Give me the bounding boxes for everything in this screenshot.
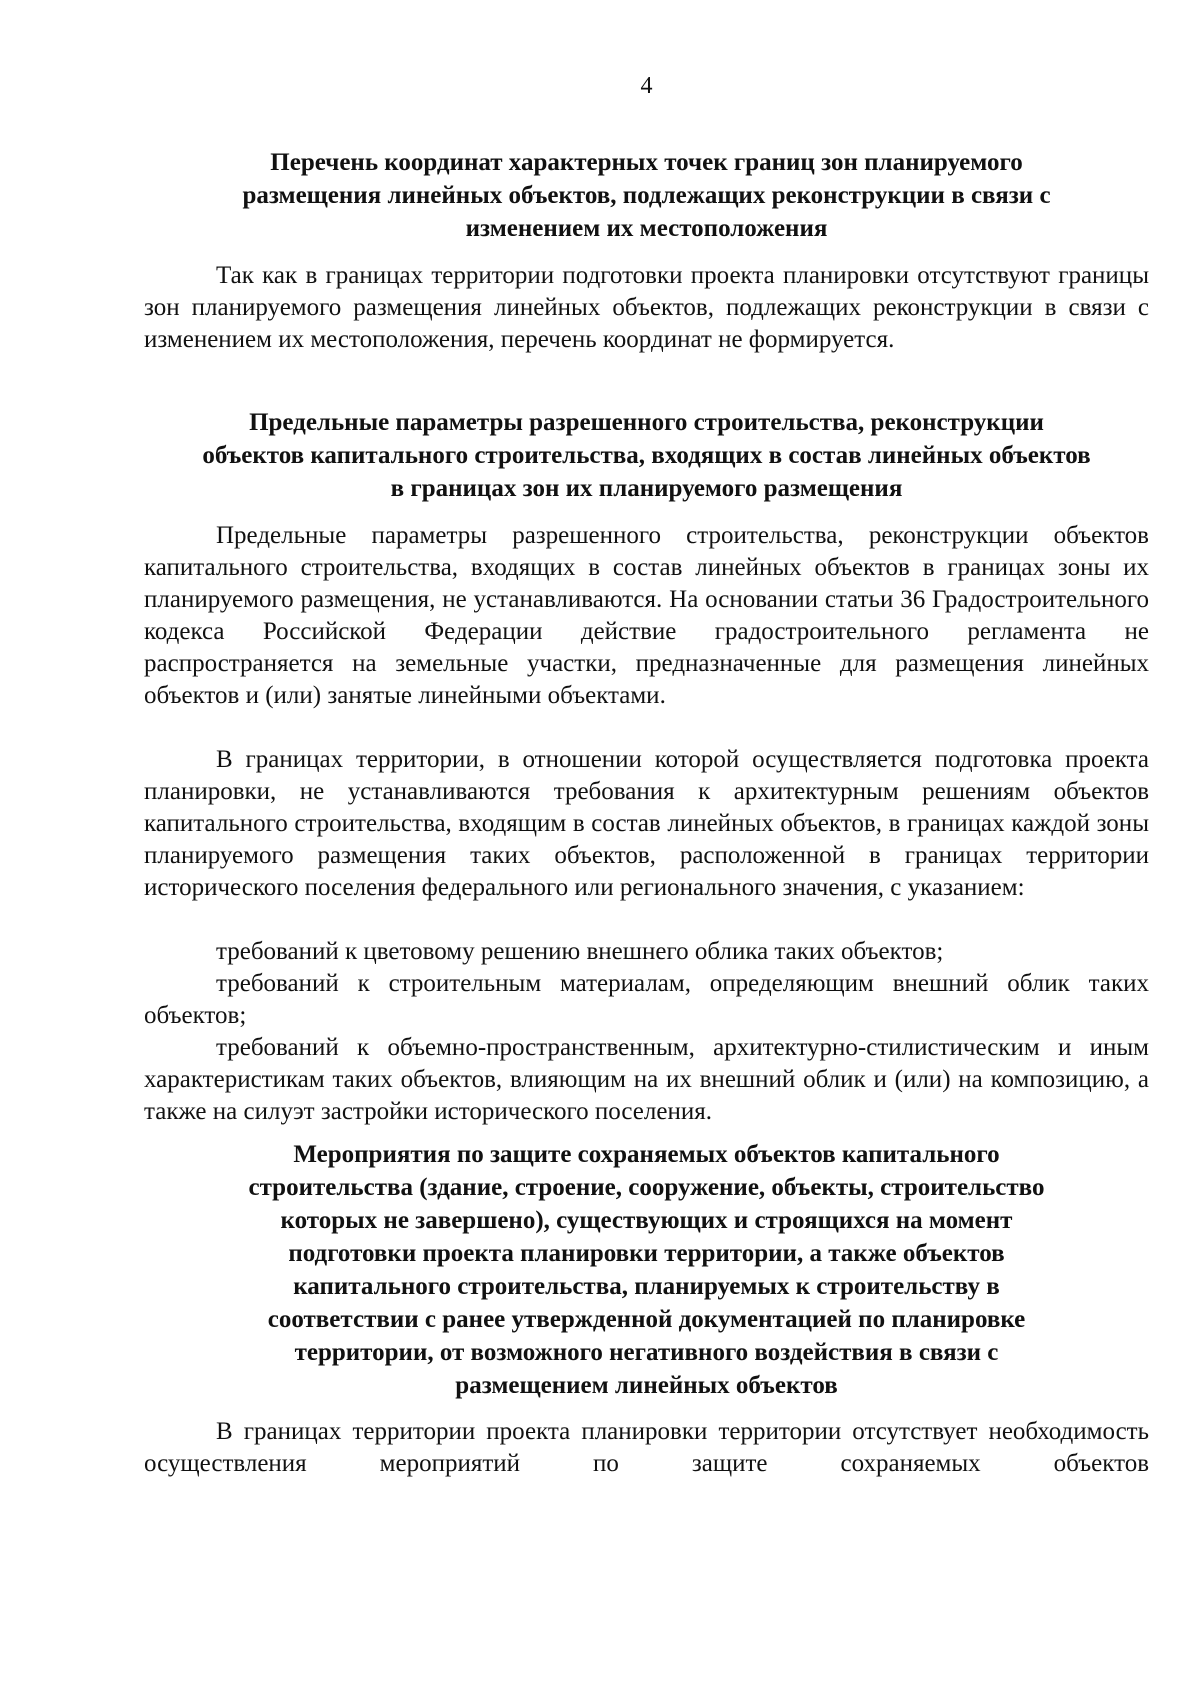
document-page xyxy=(144,0,1149,1697)
section-heading-coordinates: Перечень координат характерных точек границ зон планируемого размещения линейных объектов, подлежащих реконструкции в связи с изменением их местоположения xyxy=(242,149,1051,242)
paragraph-parameters-limits: Предельные параметры разрешенного строительства, реконструкции объектов капитального строительства, входящих в состав линейных объектов в границах зоны их планируемого размещения, не устанавливаются. На основании статьи 36 Градостроительного кодекса Российской Федерации действие градостроительного регламента не распространяется на земельные участки, предназначенные для размещения линейных объектов и (или) занятые линейными объектами. xyxy=(144,522,1149,709)
paragraph-architecture-requirements: В границах территории, в отношении которой осуществляется подготовка проекта планировки, не устанавливаются требования к архитектурным решениям объектов капитального строительства, входящим в состав линейных объектов, в границах каждой зоны планируемого размещения таких объектов, расположенной в границах территории исторического поселения федерального или регионального значения, с указанием: xyxy=(144,746,1149,901)
paragraph-protection: В границах территории проекта планировки территории отсутствует необходимость осуществления мероприятий по защите сохраняемых объектов xyxy=(144,1418,1149,1477)
page-number: 4 xyxy=(640,73,653,99)
paragraph-material-requirements: требований к строительным материалам, определяющим внешний облик таких объектов; xyxy=(144,970,1149,1029)
paragraph-spatial-requirements: требований к объемно-пространственным, архитектурно-стилистическим и иным характеристикам таких объектов, влияющим на их внешний облик и (или) на композицию, а также на силуэт застройки исторического поселения. xyxy=(144,1034,1149,1125)
paragraph-color-requirements: требований к цветовому решению внешнего облика таких объектов; xyxy=(216,938,944,965)
paragraph-coordinates: Так как в границах территории подготовки проекта планировки отсутствуют границы зон планируемого размещения линейных объектов, подлежащих реконструкции в связи с изменением их местоположения, перечень координат не формируется. xyxy=(144,262,1149,353)
section-heading-protection: Мероприятия по защите сохраняемых объектов капитального строительства (здание, строение, сооружение, объекты, строительство которых не завершено), существующих и строящихся на момент подготовки проекта планировки территории, а также объектов капитального строительства, планируемых к строительству в соответствии с ранее утвержденной документацией по планировке территории, от возможного негативного воздействия в связи с размещением линейных объектов xyxy=(248,1141,1045,1399)
section-heading-parameters: Предельные параметры разрешенного строительства, реконструкции объектов капитального строительства, входящих в состав линейных объектов в границах зон их планируемого размещения xyxy=(202,409,1091,502)
